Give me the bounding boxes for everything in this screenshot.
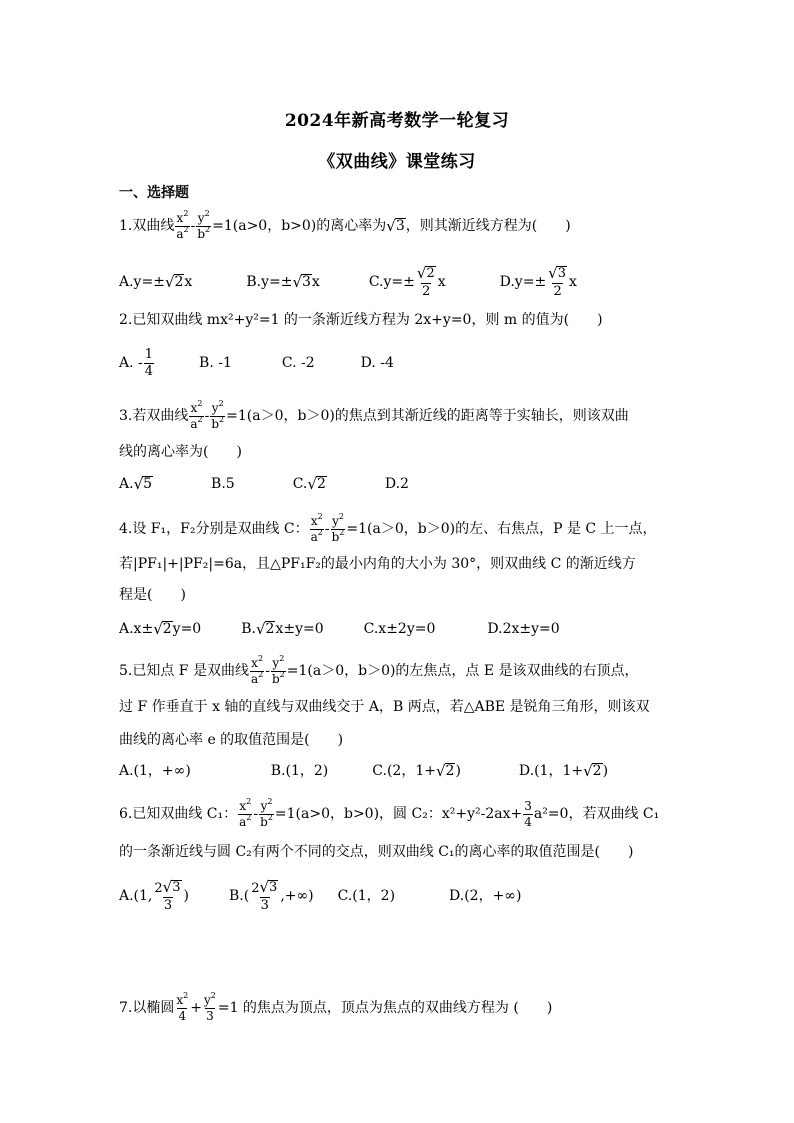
question-4-stem-line2: 若|PF₁|+|PF₂|=6a，且△PF₁F₂的最小内角的大小为 30°，则双曲线 C 的渐近线方 xyxy=(119,556,636,572)
option-b[interactable]: B.(1，2) xyxy=(270,763,329,780)
question-3-options xyxy=(119,476,409,492)
option-b[interactable]: B. √ 2 x±y=0 xyxy=(241,619,324,638)
option-c[interactable]: C. -2 xyxy=(281,355,315,372)
option-d[interactable]: D.y=± √ 3 2 x xyxy=(499,264,577,299)
option-d[interactable]: D.(2，+∞) xyxy=(449,888,522,905)
option-c[interactable]: C.x±2y=0 xyxy=(363,621,436,638)
option-b[interactable]: B.y=± √ 3 x xyxy=(246,272,320,291)
option-c[interactable]: C.y=± √ 2 2 x xyxy=(368,264,446,299)
option-a[interactable]: A.y=± √ 2 x xyxy=(119,272,193,291)
question-4-stem: 4.设 F₁，F₂分别是双曲线 C： $\frac{x^2}{a^2}$ - $\frac{y^2}{b^2}$ =1(a＞0，b＞0)的左、右焦点，P 是 C 上一点， xyxy=(119,512,657,544)
question-1-stem: 1.双曲线 $\frac{x^2}{a^2}$ - $\frac{y^2}{b^2}$ =1(a>0，b>0)的离心率为 √ 3 ，则其渐近线方程为( ) xyxy=(119,209,571,241)
question-5-stem: 5.已知点 F 是双曲线 $\frac{x^2}{a^2}$ - $\frac{y^2}{b^2}$ =1(a＞0，b＞0)的左焦点，点 E 是该双曲线的右顶点， xyxy=(119,654,639,686)
question-2-options xyxy=(119,348,394,378)
option-d[interactable]: D.2x±y=0 xyxy=(487,621,560,638)
question-5-stem-line2: 过 F 作垂直于 x 轴的直线与双曲线交于 A，B 两点，若△ABE 是锐角三角形，则该双 xyxy=(119,699,650,715)
question-6-options xyxy=(119,880,521,912)
option-c[interactable]: C.(1，2) xyxy=(337,888,396,905)
question-3-stem-line2: 线的离心率为( ) xyxy=(119,444,242,460)
option-d[interactable]: D.(1，1+ √ 2 ) xyxy=(518,761,609,780)
option-b[interactable]: B. -1 xyxy=(199,355,232,372)
fraction-x2-a2: $\frac{x^2}{a^2}$ xyxy=(176,209,189,241)
option-c[interactable]: C. √ 2 xyxy=(292,474,326,493)
fraction-y2-b2: $\frac{y^2}{b^2}$ xyxy=(197,209,211,241)
question-2-stem: 2.已知双曲线 mx²+y²=1 的一条渐近线方程为 2x+y=0，则 m 的值为( ) xyxy=(119,312,603,328)
question-1-options xyxy=(119,266,577,298)
section-heading: 一、选择题 xyxy=(119,185,189,201)
option-c[interactable]: C.(2，1+ √ 2 ) xyxy=(372,761,461,780)
page-subtitle: 《双曲线》课堂练习 xyxy=(318,152,476,172)
option-d[interactable]: D. -4 xyxy=(360,355,394,372)
option-d[interactable]: D.2 xyxy=(384,476,409,493)
question-5-stem-line3: 曲线的离心率 e 的取值范围是( ) xyxy=(119,732,344,748)
question-4-options xyxy=(119,621,560,637)
option-a[interactable]: A. √ 5 xyxy=(119,474,153,493)
radical-3: √ 3 xyxy=(386,216,405,235)
question-6-stem: 6.已知双曲线 C₁： $\frac{x^2}{a^2}$ - $\frac{y^2}{b^2}$ =1(a>0，b>0)，圆 C₂：x²+y²-2ax+ $\frac{3}{4}$ a²=0，若双曲线 C₁ xyxy=(119,797,660,829)
option-b[interactable]: B.5 xyxy=(211,476,235,493)
question-3-stem: 3.若双曲线 $\frac{x^2}{a^2}$ - $\frac{y^2}{b^2}$ =1(a＞0，b＞0)的焦点到其渐近线的距离等于实轴长，则该双曲 xyxy=(119,399,629,431)
question-6-stem-line2: 的一条渐近线与圆 C₂有两个不同的交点，则双曲线 C₁的离心率的取值范围是( ) xyxy=(119,844,634,860)
option-a[interactable]: A. - $\frac{1}{4}$ xyxy=(119,347,154,379)
question-4-stem-line3: 程是( ) xyxy=(119,587,186,603)
question-7-stem: 7.以椭圆 $\frac{x^2}{4}$ + $\frac{y^2}{3}$ =1 的焦点为顶点，顶点为焦点的双曲线方程为 ( ) xyxy=(119,991,553,1023)
option-a[interactable]: A.(1, 2 √ 3 3 ) xyxy=(119,878,189,913)
option-a[interactable]: A.(1，+∞) xyxy=(119,763,191,780)
option-b[interactable]: B.( 2 √ 3 3 ,+∞) xyxy=(228,878,314,913)
option-a[interactable]: A.x± √ 2 y=0 xyxy=(119,619,202,638)
page-title: 2024年新高考数学一轮复习 xyxy=(284,111,510,131)
question-5-options xyxy=(119,763,608,779)
